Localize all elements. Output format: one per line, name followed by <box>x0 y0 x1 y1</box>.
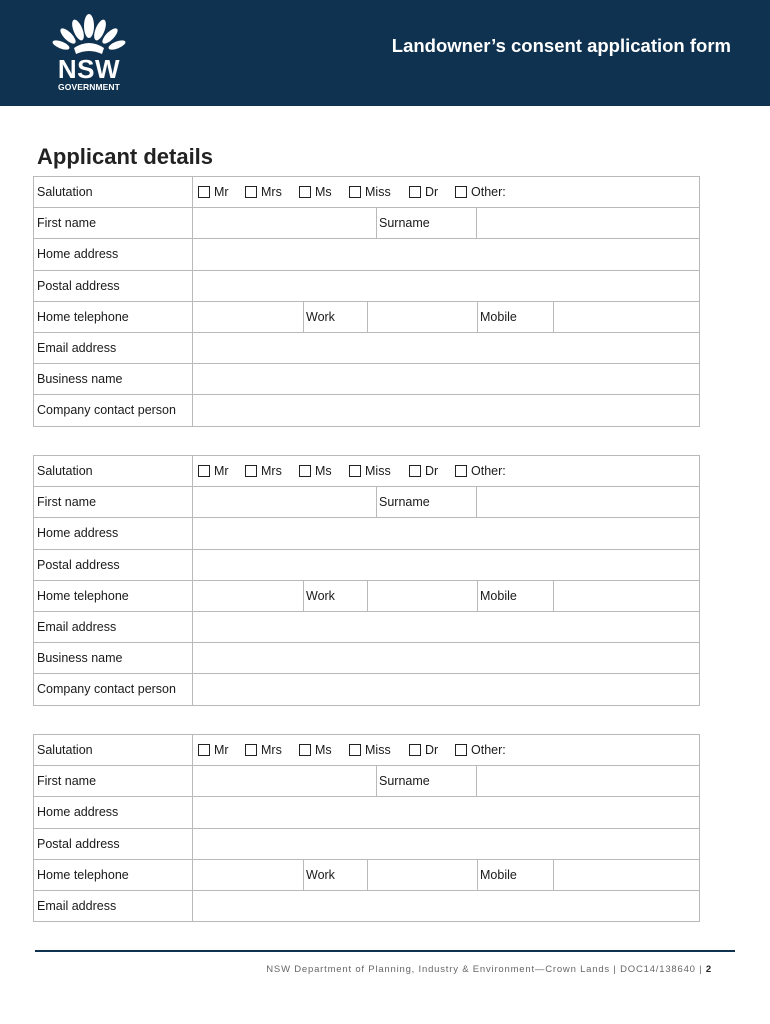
home-telephone-label: Home telephone <box>34 581 193 611</box>
email-row <box>34 333 699 364</box>
checkbox[interactable] <box>198 186 210 198</box>
home-address-row <box>34 518 699 549</box>
mobile-field[interactable] <box>554 860 699 890</box>
checkbox[interactable] <box>349 186 361 198</box>
home-address-field[interactable] <box>194 239 699 269</box>
first-name-label: First name <box>34 487 193 517</box>
home-telephone-label: Home telephone <box>34 860 193 890</box>
checkbox[interactable] <box>409 465 421 477</box>
telephone-row <box>34 302 699 333</box>
checkbox[interactable] <box>455 186 467 198</box>
telephone-row <box>34 581 699 612</box>
business-name-row <box>34 643 699 674</box>
company-contact-row <box>34 395 699 426</box>
first-name-field[interactable] <box>194 487 376 517</box>
checkbox[interactable] <box>299 465 311 477</box>
salutation-option-other[interactable]: Other: <box>455 177 506 207</box>
first-name-row <box>34 208 699 239</box>
home-address-row <box>34 797 699 828</box>
postal-address-row <box>34 271 699 302</box>
postal-address-field[interactable] <box>194 271 699 301</box>
work-label: Work <box>306 309 335 324</box>
work-telephone-field[interactable] <box>368 302 477 332</box>
checkbox[interactable] <box>299 744 311 756</box>
footer-reference: NSW Department of Planning, Industry & Environment—Crown Lands | DOC14/138640 | <box>266 964 703 975</box>
salutation-option-mr[interactable]: Mr <box>198 735 229 765</box>
home-address-field[interactable] <box>194 518 699 548</box>
email-row <box>34 612 699 643</box>
salutation-option-dr[interactable]: Dr <box>409 735 438 765</box>
surname-field[interactable] <box>477 208 699 238</box>
mobile-field[interactable] <box>554 581 699 611</box>
salutation-option-mrs[interactable]: Mrs <box>245 177 282 207</box>
email-field[interactable] <box>194 612 699 642</box>
mobile-field[interactable] <box>554 302 699 332</box>
surname-label: Surname <box>379 774 430 789</box>
salutation-option-mrs[interactable]: Mrs <box>245 456 282 486</box>
company-contact-field[interactable] <box>194 395 699 425</box>
email-label: Email address <box>34 333 193 363</box>
checkbox[interactable] <box>198 744 210 756</box>
first-name-label: First name <box>34 208 193 238</box>
email-field[interactable] <box>194 333 699 363</box>
salutation-option-miss[interactable]: Miss <box>349 735 391 765</box>
salutation-option-miss[interactable]: Miss <box>349 177 391 207</box>
page-number: 2 <box>705 964 712 975</box>
surname-label: Surname <box>379 495 430 510</box>
section-heading: Applicant details <box>37 144 214 169</box>
salutation-row <box>34 456 699 487</box>
work-telephone-field[interactable] <box>368 860 477 890</box>
home-address-label: Home address <box>34 797 193 827</box>
postal-address-field[interactable] <box>194 550 699 580</box>
postal-address-label: Postal address <box>34 829 193 859</box>
business-name-label: Business name <box>34 364 193 394</box>
mobile-label: Mobile <box>480 588 517 603</box>
salutation-option-miss[interactable]: Miss <box>349 456 391 486</box>
checkbox[interactable] <box>455 465 467 477</box>
form-title: Landowner’s consent application form <box>391 35 731 56</box>
salutation-option-ms[interactable]: Ms <box>299 177 332 207</box>
footer-divider <box>35 950 735 952</box>
salutation-option-mrs[interactable]: Mrs <box>245 735 282 765</box>
applicant-block-1 <box>33 176 700 427</box>
salutation-option-mr[interactable]: Mr <box>198 456 229 486</box>
checkbox[interactable] <box>245 744 257 756</box>
mobile-label: Mobile <box>480 867 517 882</box>
first-name-row <box>34 487 699 518</box>
salutation-option-other[interactable]: Other: <box>455 456 506 486</box>
salutation-label: Salutation <box>34 177 193 207</box>
first-name-row <box>34 766 699 797</box>
first-name-field[interactable] <box>194 208 376 238</box>
first-name-field[interactable] <box>194 766 376 796</box>
home-address-label: Home address <box>34 518 193 548</box>
surname-field[interactable] <box>477 766 699 796</box>
company-contact-label: Company contact person <box>34 674 193 704</box>
business-name-field[interactable] <box>194 364 699 394</box>
postal-address-row <box>34 829 699 860</box>
salutation-option-ms[interactable]: Ms <box>299 456 332 486</box>
company-contact-field[interactable] <box>194 674 699 704</box>
checkbox[interactable] <box>245 186 257 198</box>
applicant-block-3 <box>33 734 700 922</box>
home-telephone-field[interactable] <box>194 860 303 890</box>
checkbox[interactable] <box>349 744 361 756</box>
postal-address-label: Postal address <box>34 550 193 580</box>
checkbox[interactable] <box>198 465 210 477</box>
checkbox[interactable] <box>455 744 467 756</box>
email-field[interactable] <box>194 891 699 921</box>
salutation-option-dr[interactable]: Dr <box>409 456 438 486</box>
salutation-option-mr[interactable]: Mr <box>198 177 229 207</box>
work-label: Work <box>306 588 335 603</box>
checkbox[interactable] <box>245 465 257 477</box>
checkbox[interactable] <box>409 744 421 756</box>
business-name-field[interactable] <box>194 643 699 673</box>
salutation-row <box>34 177 699 208</box>
mobile-label: Mobile <box>480 309 517 324</box>
work-label: Work <box>306 867 335 882</box>
salutation-label: Salutation <box>34 456 193 486</box>
footer <box>266 964 712 975</box>
home-address-row <box>34 239 699 270</box>
salutation-row <box>34 735 699 766</box>
applicant-block-2 <box>33 455 700 706</box>
home-telephone-label: Home telephone <box>34 302 193 332</box>
checkbox[interactable] <box>409 186 421 198</box>
salutation-option-ms[interactable]: Ms <box>299 735 332 765</box>
surname-label: Surname <box>379 216 430 231</box>
email-label: Email address <box>34 891 193 921</box>
surname-field[interactable] <box>477 487 699 517</box>
checkbox[interactable] <box>299 186 311 198</box>
home-telephone-field[interactable] <box>194 581 303 611</box>
home-telephone-field[interactable] <box>194 302 303 332</box>
checkbox[interactable] <box>349 465 361 477</box>
email-label: Email address <box>34 612 193 642</box>
logo-wordmark: NSW <box>57 54 121 84</box>
home-address-label: Home address <box>34 239 193 269</box>
postal-address-row <box>34 550 699 581</box>
salutation-option-other[interactable]: Other: <box>455 735 506 765</box>
postal-address-label: Postal address <box>34 271 193 301</box>
salutation-option-dr[interactable]: Dr <box>409 177 438 207</box>
telephone-row <box>34 860 699 891</box>
salutation-label: Salutation <box>34 735 193 765</box>
postal-address-field[interactable] <box>194 829 699 859</box>
business-name-label: Business name <box>34 643 193 673</box>
home-address-field[interactable] <box>194 797 699 827</box>
header-banner <box>0 0 770 106</box>
company-contact-label: Company contact person <box>34 395 193 425</box>
work-telephone-field[interactable] <box>368 581 477 611</box>
email-row <box>34 891 699 922</box>
logo-subtitle: GOVERNMENT <box>58 82 120 92</box>
company-contact-row <box>34 674 699 705</box>
first-name-label: First name <box>34 766 193 796</box>
business-name-row <box>34 364 699 395</box>
